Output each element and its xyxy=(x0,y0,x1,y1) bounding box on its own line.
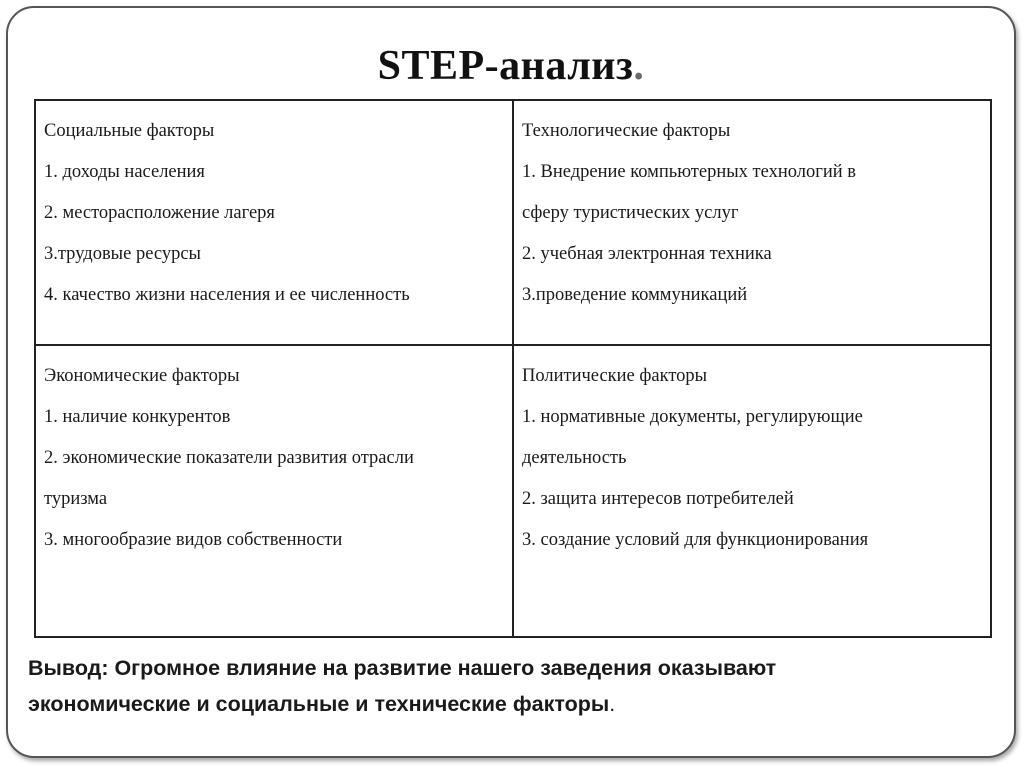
list-item: 3. многообразие видов собственности xyxy=(44,530,343,550)
conclusion-period: . xyxy=(609,692,616,716)
page-title xyxy=(8,42,1014,90)
conclusion-line-1: Вывод: Огромное влияние на развитие нашего заведения оказывают xyxy=(28,656,777,680)
list-item: деятельность xyxy=(522,448,627,468)
list-item: 1. наличие конкурентов xyxy=(44,407,231,427)
economic-factors-heading: Экономические факторы xyxy=(44,366,240,386)
list-item: 1. Внедрение компьютерных технологий в xyxy=(522,162,856,182)
table-row xyxy=(35,345,991,637)
title-text: STEP-анализ xyxy=(377,43,634,89)
list-item: 4. качество жизни населения и ее численность xyxy=(44,285,410,305)
conclusion-text xyxy=(28,650,988,722)
economic-factors-cell xyxy=(35,345,513,637)
technological-factors-heading: Технологические факторы xyxy=(522,121,731,141)
list-item: 3.проведение коммуникаций xyxy=(522,285,748,305)
list-item: 1. нормативные документы, регулирующие xyxy=(522,407,863,427)
list-item: 2. учебная электронная техника xyxy=(522,244,772,264)
political-factors-cell xyxy=(513,345,991,637)
list-item: 2. месторасположение лагеря xyxy=(44,203,275,223)
social-factors-heading: Социальные факторы xyxy=(44,121,215,141)
list-item: сферу туристических услуг xyxy=(522,203,739,223)
list-item: 2. экономические показатели развития отрасли xyxy=(44,448,414,468)
conclusion-line-2 xyxy=(28,686,988,722)
technological-factors-cell xyxy=(513,100,991,345)
list-item: 3. создание условий для функционирования xyxy=(522,530,869,550)
social-factors-cell xyxy=(35,100,513,345)
list-item: 1. доходы населения xyxy=(44,162,205,182)
political-factors-heading: Политические факторы xyxy=(522,366,708,386)
conclusion-line-2-text: экономические и социальные и технические факторы xyxy=(28,692,610,716)
list-item: туризма xyxy=(44,489,108,509)
table-row xyxy=(35,100,991,345)
title-dot: . xyxy=(633,43,645,89)
step-analysis-table xyxy=(34,99,992,638)
list-item: 3.трудовые ресурсы xyxy=(44,244,201,264)
list-item: 2. защита интересов потребителей xyxy=(522,489,794,509)
